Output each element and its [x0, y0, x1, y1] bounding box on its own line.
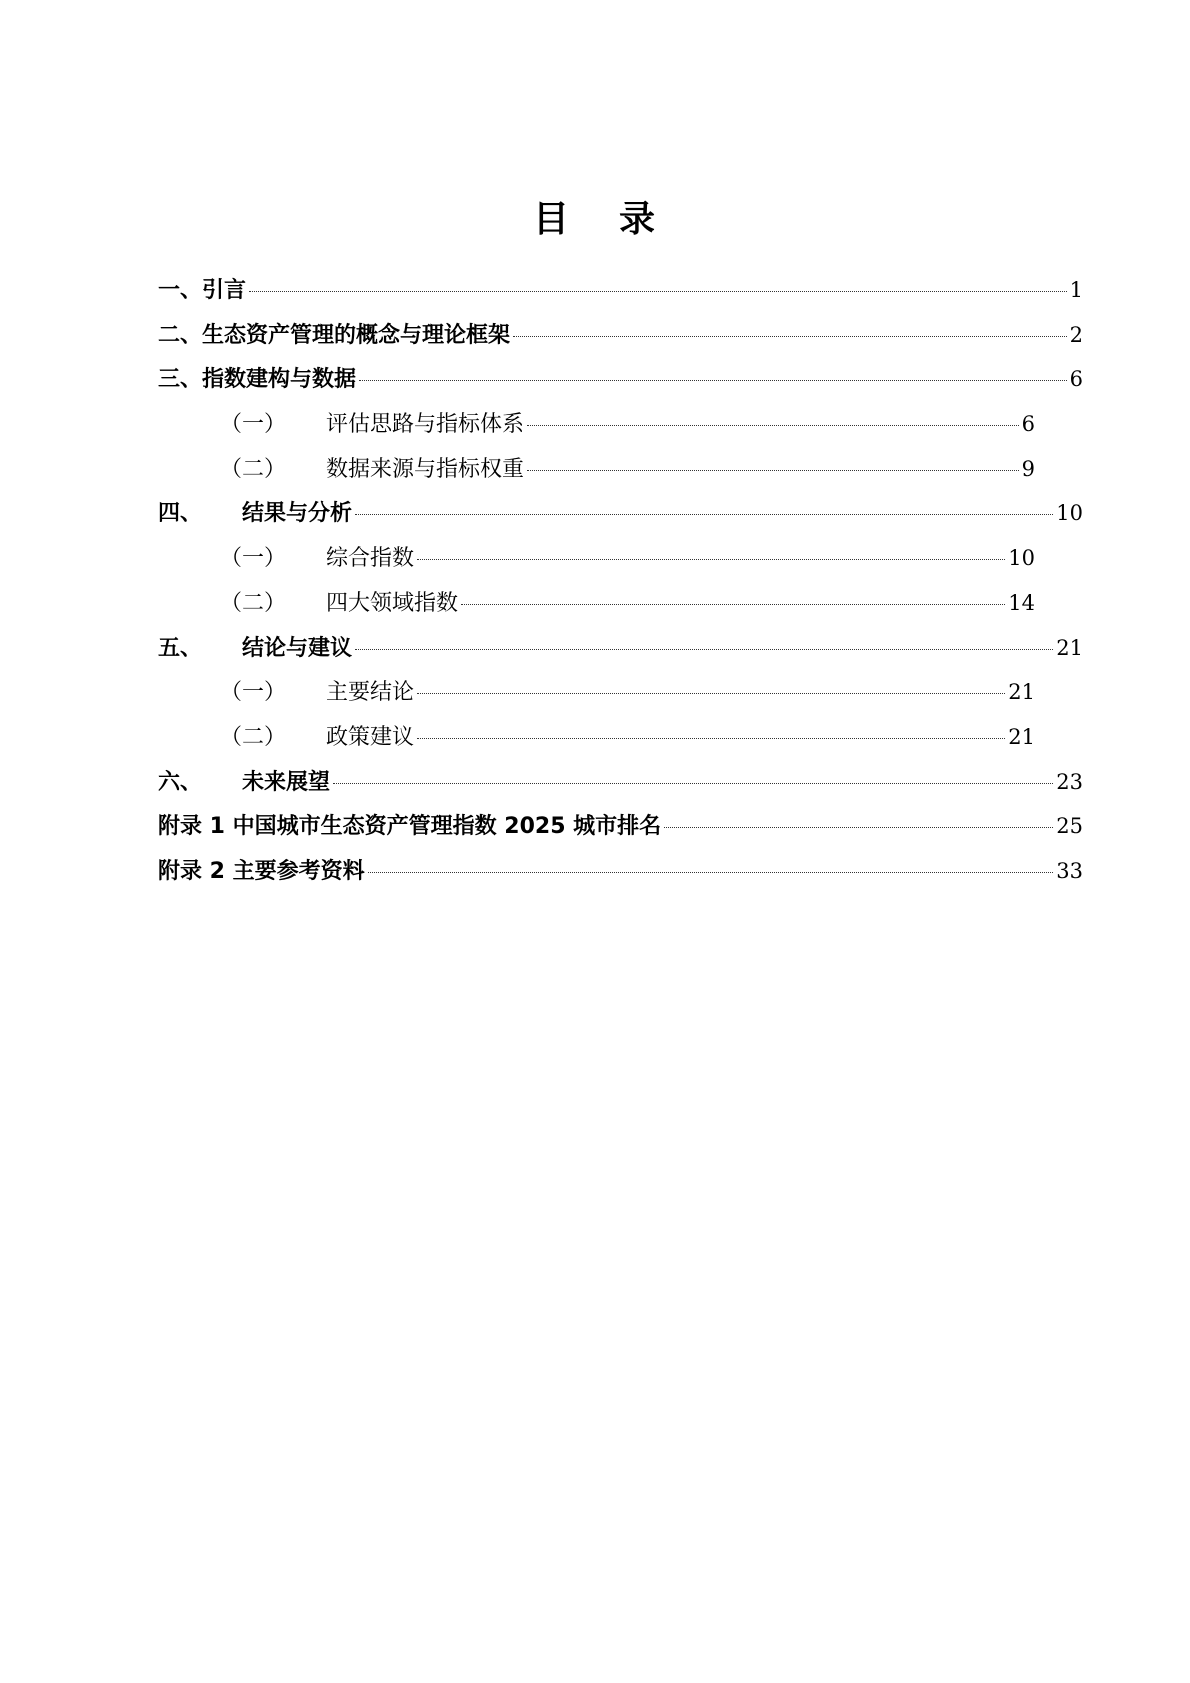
toc-entry-label: 政策建议 [326, 724, 415, 750]
dot-leader [333, 783, 1053, 784]
toc-entry-index-construction[interactable] [158, 357, 1083, 402]
toc-subentry-evaluation-approach[interactable] [158, 402, 1035, 447]
toc-entry-number: （一） [220, 546, 287, 572]
toc-entry-page: 6 [1021, 412, 1035, 437]
toc-entry-number: 二、 [158, 322, 203, 348]
dot-leader [513, 336, 1067, 337]
toc-subentry-four-domain-index[interactable] [158, 581, 1035, 626]
toc-entry-page: 6 [1069, 367, 1083, 392]
toc-entry-number: （二） [220, 724, 287, 750]
toc-entry-introduction[interactable] [158, 268, 1083, 313]
dot-leader [527, 470, 1019, 471]
toc-entry-page: 23 [1056, 769, 1083, 794]
toc-entry-label: 附录 2 主要参考资料 [158, 858, 365, 884]
toc-entry-label: 综合指数 [326, 546, 415, 572]
toc-entry-page: 10 [1056, 501, 1083, 526]
toc-entry-label: 四大领域指数 [326, 590, 459, 616]
toc-entry-label: 结果与分析 [242, 501, 353, 527]
toc-entry-page: 10 [1008, 546, 1035, 571]
toc-entry-page: 33 [1056, 858, 1083, 883]
toc-subentry-main-conclusions[interactable] [158, 670, 1035, 715]
toc-entry-page: 9 [1021, 456, 1035, 481]
toc-entry-page: 25 [1056, 814, 1083, 839]
toc-entry-label: 生态资产管理的概念与理论框架 [202, 322, 511, 348]
page-title [0, 196, 1190, 244]
toc-entry-label: 引言 [202, 278, 247, 303]
toc-entry-label: 附录 1 中国城市生态资产管理指数 2025 城市排名 [158, 814, 662, 840]
toc-entry-label: 结论与建议 [242, 635, 353, 661]
dot-leader [355, 514, 1053, 515]
title-char-2: 录 [619, 199, 658, 240]
toc-entry-label: 未来展望 [242, 769, 331, 795]
toc-entry-label: 评估思路与指标体系 [326, 412, 525, 438]
title-char-1: 目 [532, 199, 571, 240]
toc-subentry-data-sources[interactable] [158, 447, 1035, 492]
toc-entry-number: 四、 [158, 501, 203, 527]
toc-entry-page: 21 [1056, 635, 1083, 660]
toc-entry-future-outlook[interactable] [158, 760, 1083, 805]
dot-leader [368, 872, 1054, 873]
toc-entry-appendix-2[interactable] [158, 849, 1083, 894]
dot-leader [664, 827, 1053, 828]
toc-entry-number: 五、 [158, 635, 203, 661]
dot-leader [355, 649, 1053, 650]
toc-entry-number: 六、 [158, 769, 203, 795]
toc-entry-number: 一、 [158, 278, 203, 303]
toc-entry-number: （二） [220, 456, 287, 482]
dot-leader [417, 559, 1005, 560]
dot-leader [417, 738, 1005, 739]
dot-leader [527, 425, 1019, 426]
toc-entry-number: 三、 [158, 367, 203, 393]
toc-entry-appendix-1[interactable] [158, 804, 1083, 849]
dot-leader [461, 604, 1005, 605]
toc-entry-page: 21 [1008, 724, 1035, 749]
toc-entry-page: 1 [1069, 278, 1083, 302]
dot-leader [417, 693, 1005, 694]
toc-entry-label: 主要结论 [326, 680, 415, 706]
toc-entry-concept-framework[interactable] [158, 313, 1083, 358]
toc-entry-number: （一） [220, 412, 287, 438]
toc-entry-number: （一） [220, 680, 287, 706]
dot-leader [249, 291, 1067, 292]
dot-leader [359, 380, 1067, 381]
toc-entry-label: 数据来源与指标权重 [326, 456, 525, 482]
toc-entry-page: 2 [1069, 322, 1083, 347]
toc-entry-conclusions[interactable] [158, 626, 1083, 671]
toc-entry-results-analysis[interactable] [158, 491, 1083, 536]
table-of-contents [158, 268, 1083, 894]
toc-subentry-policy-suggestions[interactable] [158, 715, 1035, 760]
toc-subentry-composite-index[interactable] [158, 536, 1035, 581]
toc-entry-number: （二） [220, 590, 287, 616]
toc-entry-page: 21 [1008, 680, 1035, 705]
toc-entry-page: 14 [1008, 590, 1035, 615]
toc-entry-label: 指数建构与数据 [202, 367, 357, 393]
